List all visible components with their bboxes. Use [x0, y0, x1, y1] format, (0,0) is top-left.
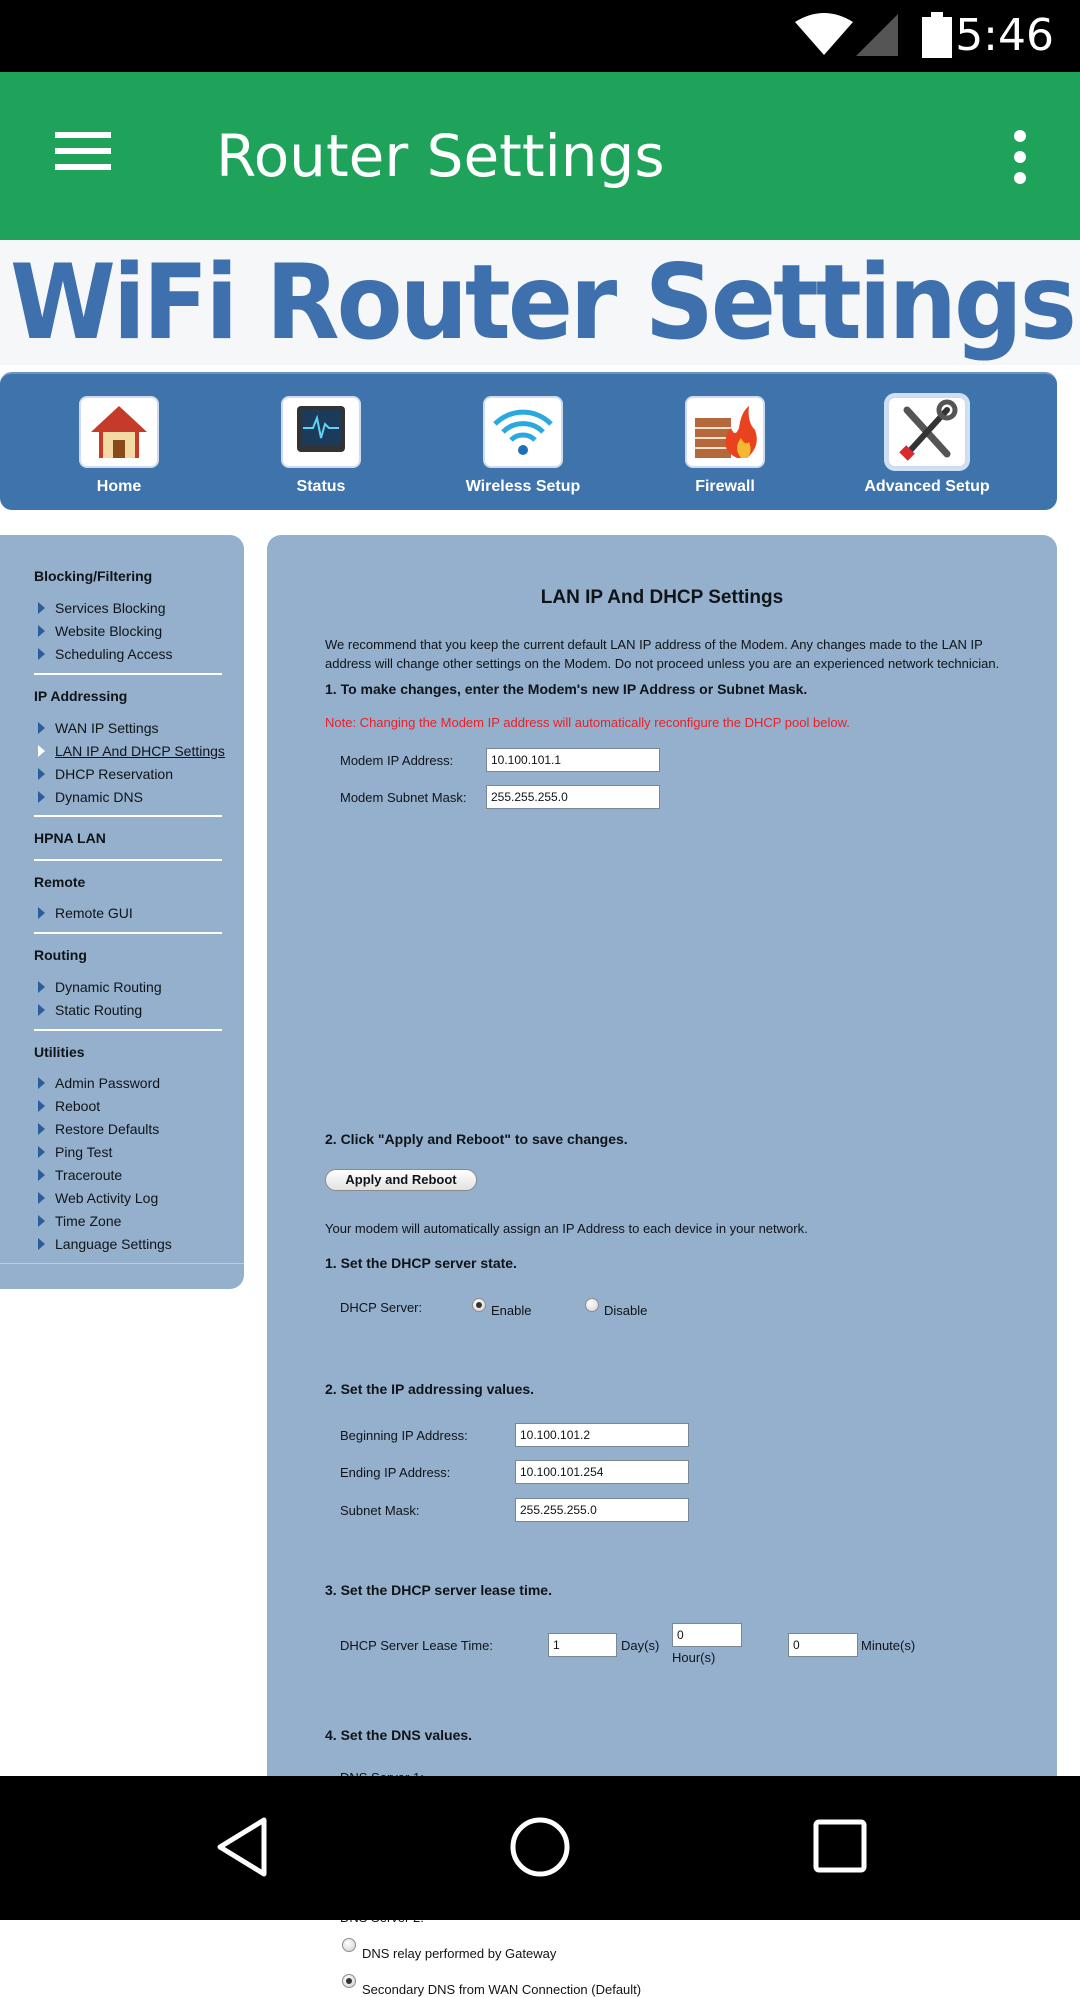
subnet-mask-label: Subnet Mask:	[340, 1503, 420, 1518]
recents-icon[interactable]	[812, 1818, 868, 1874]
end-ip-label: Ending IP Address:	[340, 1465, 451, 1480]
sidebar-item-dynamic-dns[interactable]: Dynamic DNS	[55, 789, 143, 805]
subnet-mask-input[interactable]: 255.255.255.0	[515, 1498, 689, 1522]
nav-firewall[interactable]	[635, 396, 815, 496]
intro-text: We recommend that you keep the current default LAN IP address of the Modem. Any changes made to the LAN IP address will change other settings on the Modem. Do not proceed unless you are an experienced network technician.	[325, 637, 1000, 671]
sidebar-item-dhcp-reservation[interactable]: DHCP Reservation	[55, 766, 174, 782]
house-icon	[79, 396, 159, 468]
sidebar-header-ip-addressing: IP Addressing	[34, 688, 128, 704]
triangle-right-icon	[38, 1215, 45, 1227]
banner-title: WiFi Router Settings	[10, 242, 1074, 363]
firewall-icon	[685, 396, 765, 468]
divider	[34, 932, 222, 934]
step-heading: 1. To make changes, enter the Modem's new IP Address or Subnet Mask.	[325, 681, 808, 697]
sidebar-item-lan-ip-dhcp-settings[interactable]: LAN IP And DHCP Settings	[55, 743, 225, 759]
battery-icon	[922, 12, 952, 58]
sidebar-header-routing: Routing	[34, 947, 87, 963]
lease-minutes-input[interactable]: 0	[788, 1633, 858, 1657]
nav-label: Firewall	[695, 478, 755, 495]
home-icon[interactable]	[509, 1816, 571, 1878]
nav-label: Advanced Setup	[864, 478, 990, 495]
triangle-right-icon	[38, 768, 45, 780]
sidebar-item-wan-ip-settings[interactable]: WAN IP Settings	[55, 720, 159, 736]
triangle-right-icon	[38, 1169, 45, 1181]
sidebar-item-ping-test[interactable]: Ping Test	[55, 1144, 113, 1160]
status-bar	[0, 0, 1080, 72]
end-ip-input[interactable]: 10.100.101.254	[515, 1460, 689, 1484]
sidebar-item-traceroute[interactable]: Traceroute	[55, 1167, 123, 1183]
clock: 5:46	[955, 10, 1054, 61]
modem-ip-input[interactable]: 10.100.101.1	[486, 748, 660, 772]
sidebar-item-remote-gui[interactable]: Remote GUI	[55, 905, 133, 921]
triangle-right-icon	[38, 1238, 45, 1250]
app-title: Router Settings	[216, 122, 665, 190]
modem-ip-label: Modem IP Address:	[340, 753, 454, 768]
sidebar-item-scheduling-access[interactable]: Scheduling Access	[55, 646, 173, 662]
dns2-secondary-wan-label: Secondary DNS from WAN Connection (Default)	[362, 1982, 642, 1997]
triangle-right-icon	[38, 791, 45, 803]
overflow-menu-icon[interactable]	[1000, 130, 1040, 190]
app-bar	[0, 72, 1080, 240]
days-unit-label: Day(s)	[621, 1638, 660, 1653]
nav-label: Status	[296, 478, 346, 495]
dhcp-server-label: DHCP Server:	[340, 1300, 423, 1315]
back-icon[interactable]	[214, 1816, 270, 1878]
triangle-right-icon	[38, 648, 45, 660]
nav-label: Wireless Setup	[465, 478, 581, 495]
triangle-right-icon	[38, 907, 45, 919]
step-heading: 2. Set the IP addressing values.	[325, 1381, 535, 1397]
dhcp-disable-label: Disable	[604, 1303, 648, 1318]
triangle-right-icon	[38, 1146, 45, 1158]
sidebar-item-reboot[interactable]: Reboot	[55, 1098, 101, 1114]
triangle-right-icon	[38, 1077, 45, 1089]
sidebar-header-hpna-lan[interactable]: HPNA LAN	[34, 830, 106, 846]
triangle-right-icon	[38, 1100, 45, 1112]
triangle-right-icon	[38, 1004, 45, 1016]
step-heading: 4. Set the DNS values.	[325, 1727, 473, 1743]
triangle-right-icon	[38, 722, 45, 734]
divider	[34, 815, 222, 817]
triangle-right-icon	[38, 1123, 45, 1135]
nav-status[interactable]	[231, 396, 411, 496]
minutes-unit-label: Minute(s)	[861, 1638, 916, 1653]
sidebar-item-services-blocking[interactable]: Services Blocking	[55, 600, 166, 616]
page-title: LAN IP And DHCP Settings	[540, 587, 784, 608]
step-heading: 1. Set the DHCP server state.	[325, 1255, 517, 1271]
tools-icon	[887, 396, 967, 468]
dhcp-intro-text: Your modem will automatically assign an IP Address to each device in your network.	[325, 1221, 808, 1236]
dhcp-disable-radio[interactable]	[585, 1298, 599, 1312]
wifi-icon	[483, 396, 563, 468]
sidebar-item-time-zone[interactable]: Time Zone	[55, 1213, 122, 1229]
dns2-relay-radio[interactable]	[342, 1938, 356, 1952]
divider	[34, 859, 222, 861]
divider	[0, 1263, 244, 1264]
sidebar-item-restore-defaults[interactable]: Restore Defaults	[55, 1121, 160, 1137]
system-nav-bar	[0, 1776, 1080, 1920]
sidebar-item-web-activity-log[interactable]: Web Activity Log	[55, 1190, 159, 1206]
top-nav	[0, 372, 1057, 510]
divider	[34, 673, 222, 675]
lease-time-label: DHCP Server Lease Time:	[340, 1638, 493, 1653]
begin-ip-label: Beginning IP Address:	[340, 1428, 468, 1443]
dns2-secondary-wan-radio[interactable]	[342, 1974, 356, 1988]
triangle-right-icon	[38, 1192, 45, 1204]
dhcp-enable-label: Enable	[491, 1303, 532, 1318]
nav-home[interactable]	[29, 396, 209, 496]
monitor-icon	[281, 396, 361, 468]
modem-mask-input[interactable]: 255.255.255.0	[486, 785, 660, 809]
nav-wireless-setup[interactable]	[433, 396, 613, 496]
webview[interactable]	[0, 240, 1080, 1997]
triangle-right-icon	[38, 745, 45, 757]
sidebar-header-blocking: Blocking/Filtering	[34, 568, 153, 584]
sidebar-item-language-settings[interactable]: Language Settings	[55, 1236, 172, 1252]
lease-days-input[interactable]: 1	[548, 1633, 617, 1657]
cell-signal-icon	[856, 14, 898, 56]
step-heading: 2. Click "Apply and Reboot" to save changes.	[325, 1131, 628, 1147]
sidebar-item-static-routing[interactable]: Static Routing	[55, 1002, 143, 1018]
divider	[34, 1029, 222, 1031]
modem-mask-label: Modem Subnet Mask:	[340, 790, 467, 805]
begin-ip-input[interactable]: 10.100.101.2	[515, 1423, 689, 1447]
sidebar	[0, 535, 244, 1289]
step-heading: 3. Set the DHCP server lease time.	[325, 1582, 552, 1598]
triangle-right-icon	[38, 602, 45, 614]
hours-unit-label: Hour(s)	[672, 1650, 716, 1665]
wifi-signal-icon	[795, 14, 853, 56]
sidebar-header-utilities: Utilities	[34, 1044, 85, 1060]
sidebar-header-remote: Remote	[34, 874, 86, 890]
sidebar-item-admin-password[interactable]: Admin Password	[55, 1075, 161, 1091]
apply-reboot-button[interactable]: Apply and Reboot	[325, 1169, 477, 1191]
warning-note: Note: Changing the Modem IP address will automatically reconfigure the DHCP pool below.	[325, 715, 850, 730]
dns2-relay-label: DNS relay performed by Gateway	[362, 1946, 557, 1961]
triangle-right-icon	[38, 625, 45, 637]
triangle-right-icon	[38, 981, 45, 993]
main-panel	[267, 535, 1057, 1997]
nav-advanced-setup[interactable]	[837, 396, 1017, 496]
lease-hours-input[interactable]: 0	[672, 1623, 742, 1647]
banner	[0, 240, 1080, 365]
sidebar-item-dynamic-routing[interactable]: Dynamic Routing	[55, 979, 162, 995]
nav-label: Home	[96, 478, 142, 495]
sidebar-item-website-blocking[interactable]: Website Blocking	[55, 623, 163, 639]
dhcp-enable-radio[interactable]	[472, 1298, 486, 1312]
hamburger-menu-icon[interactable]	[40, 122, 130, 192]
